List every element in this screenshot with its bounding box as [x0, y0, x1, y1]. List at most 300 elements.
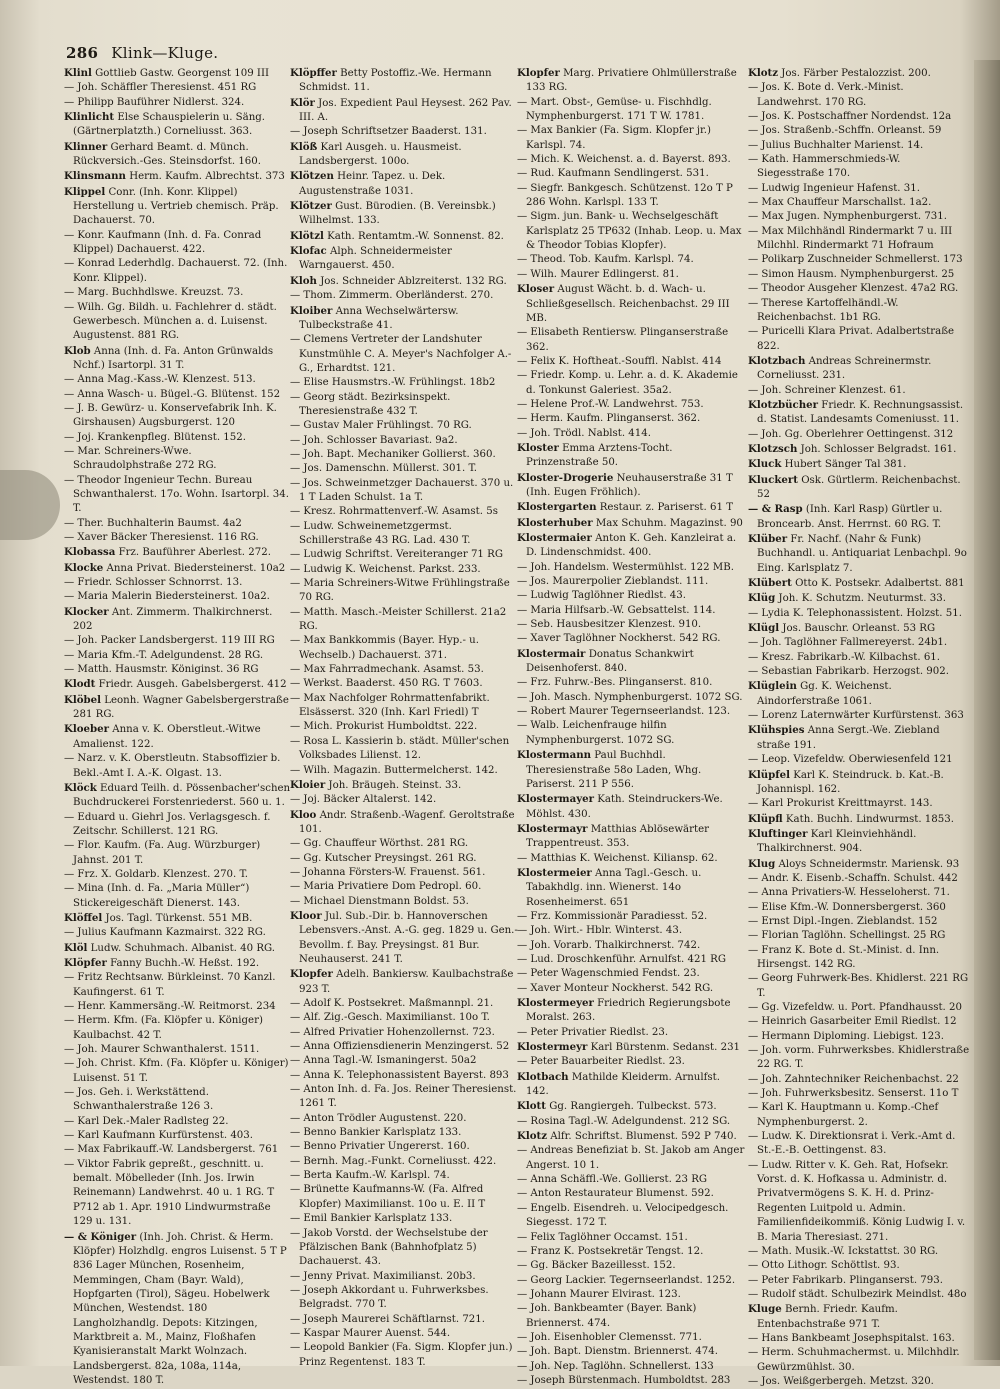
- entry-text: — Max Fabrikauff.-W. Landsbergerst. 761: [64, 1144, 279, 1156]
- directory-entry: [64, 781, 292, 811]
- entry-text: — Anna Offiziensdienerin Menzingerst. 52: [290, 1041, 510, 1053]
- directory-entry: [64, 677, 292, 692]
- entry-text: Matthias Ablösewärter Trappentreust. 353.: [526, 823, 709, 850]
- directory-entry: [64, 1129, 292, 1143]
- entry-text: Ant. Zimmerm. Thalkirchnerst. 202: [73, 606, 273, 633]
- directory-entry: [748, 196, 970, 210]
- entry-surname: Klühspies: [748, 724, 805, 737]
- directory-entry: [517, 500, 745, 515]
- directory-entry: [64, 301, 292, 344]
- entry-text: — Alfred Privatier Hohenzollernst. 723.: [290, 1026, 495, 1038]
- entry-surname: Klinner: [64, 140, 108, 153]
- directory-entry: [748, 857, 970, 872]
- directory-entry: [290, 244, 518, 274]
- entry-text: — Karl Dek.-Maler Radlsteg 22.: [64, 1115, 229, 1127]
- entry-text: Paul Buchhdl. Theresienstraße 58o Laden, Whg. Pariserst. 211 P 556.: [526, 750, 702, 790]
- directory-entry: [64, 66, 292, 81]
- directory-entry: [517, 691, 745, 705]
- binding-clip-shadow: [0, 470, 60, 540]
- entry-text: — Karl Prokurist Kreittmayrst. 143.: [748, 798, 933, 810]
- entry-text: — Math. Musik.-W. Ickstattst. 30 RG.: [748, 1245, 939, 1257]
- entry-text: — Mart. Obst-, Gemüse- u. Fischhdlg. Nymphenburgerst. 171 T W. 1781.: [517, 96, 712, 123]
- directory-column-2: [290, 66, 518, 1368]
- directory-entry: [748, 576, 970, 591]
- entry-text: — Lud. Droschkenführ. Arnulfst. 421 RG: [517, 953, 726, 965]
- entry-text: — Maria Kfm.-T. Adelgundenst. 28 RG.: [64, 649, 264, 661]
- entry-text: — Joh. Wirt.- Hblr. Winterst. 43.: [517, 925, 683, 937]
- entry-surname: Klöffel: [64, 911, 103, 924]
- entry-surname: Klott: [517, 1100, 546, 1113]
- entry-text: Eduard Teilh. d. Pössenbacher'schen Buchdruckerei Forstenriederst. 560 u. 1.: [73, 782, 291, 809]
- directory-entry: [517, 996, 745, 1026]
- directory-entry: [64, 722, 292, 752]
- entry-text: — Gg. Bäcker Bazeillesst. 152.: [517, 1260, 676, 1272]
- entry-text: — Michael Dienstmann Boldst. 53.: [290, 895, 469, 907]
- entry-text: — Max Chauffeur Marschallst. 1a2.: [748, 197, 932, 209]
- directory-entry: [64, 649, 292, 663]
- entry-surname: Kluckert: [748, 473, 798, 486]
- entry-text: — Mich. K. Weichenst. a. d. Bayerst. 893.: [517, 154, 731, 166]
- entry-text: Kath. Steindruckers-We. Möhlst. 430.: [526, 794, 723, 820]
- directory-entry: [290, 606, 518, 635]
- entry-text: — Friedr. Komp. u. Lehr. a. d. K. Akademie d. Tonkunst Galeriest. 35a2.: [517, 370, 738, 396]
- directory-entry: [517, 561, 745, 575]
- directory-entry: [517, 953, 745, 967]
- directory-entry: [748, 182, 970, 196]
- entry-text: — Kresz. Fabrikarb.-W. Kilbachst. 61.: [748, 651, 941, 663]
- entry-text: — Georg Fuhrwerk-Bes. Khidlerst. 221 RG T.: [748, 973, 969, 999]
- directory-entry: [64, 96, 292, 110]
- entry-surname: Kloeber: [64, 723, 109, 736]
- entry-text: — Franz K. Bote d. St.-Minist. d. Inn. Hirsengst. 142 RG.: [748, 944, 940, 970]
- entry-text: — Hermann Diploming. Liebigst. 123.: [748, 1030, 944, 1042]
- directory-entry: [64, 169, 292, 184]
- entry-text: — Gg. Kutscher Preysingst. 261 RG.: [290, 852, 477, 864]
- directory-entry: [517, 1070, 745, 1100]
- entry-text: — Johanna Försters-W. Frauenst. 561.: [290, 866, 486, 878]
- entry-text: Leonh. Wagner Gabelsbergerstraße 281 RG.: [73, 694, 289, 721]
- directory-column-3: [517, 66, 745, 1386]
- entry-text: — Max Nachfolger Rohrmattenfabrikt. Elsässerst. 320 (Inh. Karl Friedl) T: [290, 692, 490, 719]
- entry-text: — Florian Taglöhn. Schellingst. 25 RG: [748, 930, 946, 942]
- entry-surname: — & Rasp: [748, 503, 803, 516]
- entry-surname: Klotbach: [517, 1070, 569, 1083]
- entry-text: — Rudolf städt. Schulbezirk Meindlst. 48o: [748, 1288, 967, 1300]
- entry-surname: Klofac: [290, 245, 327, 258]
- directory-entry: [748, 1159, 970, 1245]
- directory-entry: [748, 709, 970, 723]
- entry-text: — Joh. Masch. Nymphenburgerst. 1072 SG.: [517, 691, 743, 703]
- entry-surname: Klügl: [748, 622, 780, 635]
- directory-entry: [517, 1026, 745, 1040]
- directory-entry: [517, 182, 745, 211]
- entry-text: — Adolf K. Postsekret. Maßmannpl. 21.: [290, 998, 494, 1009]
- entry-text: — Wilh. Gg. Bildh. u. Fachlehrer d. städt. Gewerbesch. München a. d. Luisenst. Augustenst. 881 RG.: [64, 301, 277, 342]
- directory-entry: [64, 576, 292, 590]
- entry-text: — Ludwig K. Weichenst. Parkst. 233.: [290, 563, 481, 575]
- directory-entry: [290, 1341, 518, 1370]
- entry-text: — Gustav Maler Frühlingst. 70 RG.: [290, 420, 472, 432]
- entry-text: — Joh. Zahntechniker Reichenbachst. 22: [748, 1073, 959, 1085]
- entry-text: — Peter Bauarbeiter Riedlst. 23.: [517, 1056, 685, 1068]
- directory-entry: [748, 1001, 970, 1015]
- directory-entry: [290, 852, 518, 866]
- directory-entry: [517, 575, 745, 589]
- entry-text: Kath. Rentamtm.-W. Sonnenst. 82.: [327, 230, 504, 242]
- entry-text: — Jos. K. Postschaffner Nordendst. 12a: [748, 111, 952, 123]
- directory-entry: [290, 1054, 518, 1068]
- directory-entry: [748, 457, 970, 472]
- directory-entry: [748, 886, 970, 900]
- entry-text: — Viktor Fabrik gepreßt., geschnitt. u. bemalt. Möbelleder (Inh. Jos. Irwin Reinemann) Landwehrst. 40 u. 1 RG. T P712 ab 1. Apr. 1910 Lindwurmstraße 129 u. 131.: [64, 1158, 275, 1228]
- entry-surname: Kloiber: [290, 304, 333, 317]
- entry-text: — Anna Tagl.-W. Ismaningerst. 50a2: [290, 1055, 477, 1067]
- entry-surname: Kloh: [290, 274, 317, 287]
- entry-surname: Klinl: [64, 67, 92, 79]
- directory-entry: [290, 66, 518, 96]
- entry-text: — Jos. Damenschn. Müllerst. 301. T.: [290, 463, 478, 475]
- entry-text: — Mar. Schreiners-Wwe. Schraudolphstraße 272 RG.: [64, 445, 217, 472]
- entry-text: Ludw. Schuhmach. Albanist. 40 RG.: [90, 942, 276, 954]
- entry-text: Else Schauspielerin u. Säng. (Gärtnerplatzth.) Corneliusst. 363.: [73, 112, 266, 138]
- entry-surname: Klübert: [748, 577, 792, 590]
- directory-entry: [748, 1073, 970, 1087]
- directory-entry: [517, 1055, 745, 1069]
- entry-text: — Joh. vorm. Fuhrwerksbes. Khidlerstraße 22 RG. T.: [748, 1045, 970, 1071]
- entry-surname: Klinlicht: [64, 111, 115, 124]
- entry-text: — Joh. Christ. Kfm. (Fa. Klöpfer u. Königer) Luisenst. 51 T.: [64, 1058, 289, 1084]
- directory-entry: [290, 1140, 518, 1154]
- entry-text: — Joh. Handelsm. Westermühlst. 122 MB.: [517, 561, 734, 573]
- entry-text: Karl Ausgeh. u. Hausmeist. Landsbergerst. 100o.: [299, 141, 462, 168]
- directory-entry: [64, 257, 292, 286]
- directory-entry: [290, 1112, 518, 1126]
- directory-entry: [290, 909, 518, 967]
- directory-entry: [517, 719, 745, 748]
- entry-text: — Otto Lithogr. Schöttlst. 93.: [748, 1260, 900, 1272]
- entry-text: Friedrich Regierungsbote Moralst. 263.: [526, 998, 731, 1024]
- directory-entry: [290, 199, 518, 229]
- entry-text: — Elise Hausmstrs.-W. Frühlingst. 18b2: [290, 377, 496, 389]
- directory-entry: [517, 939, 745, 953]
- directory-entry: [64, 590, 292, 604]
- directory-entry: [748, 398, 970, 428]
- directory-entry: [64, 545, 292, 560]
- entry-surname: Klippel: [64, 185, 106, 198]
- entry-text: Anna Tagl.-Gesch. u. Tabakhdlg. inn. Wienerst. 14o Rosenheimerst. 651: [526, 867, 702, 908]
- directory-entry: [517, 1115, 745, 1129]
- entry-text: Frz. Bauführer Aberlest. 272.: [118, 547, 271, 559]
- entry-surname: Klotz: [748, 67, 779, 79]
- entry-text: — Seb. Hausbesitzer Klenzest. 910.: [517, 619, 702, 631]
- directory-column-1: [64, 66, 292, 1386]
- entry-text: — Friedr. Schlosser Schnorrst. 13.: [64, 577, 243, 589]
- entry-surname: Kloo: [290, 808, 317, 821]
- directory-entry: [290, 1183, 518, 1212]
- entry-text: — Georg Lackier. Tegernseerlandst. 1252.: [517, 1274, 736, 1286]
- directory-entry: [290, 563, 518, 577]
- directory-entry: [517, 822, 745, 852]
- directory-entry: [64, 1000, 292, 1014]
- directory-entry: [64, 561, 292, 576]
- entry-surname: Klug: [748, 857, 776, 870]
- entry-text: — Max Jugen. Nymphenburgerst. 731.: [748, 211, 948, 223]
- entry-text: — Matthias K. Weichenst. Kiliansp. 62.: [517, 852, 718, 864]
- directory-entry: [290, 967, 518, 997]
- entry-text: — Helene Prof.-W. Landwehrst. 753.: [517, 398, 704, 410]
- directory-entry: [748, 768, 970, 798]
- entry-surname: Kloor: [290, 909, 322, 922]
- directory-entry: [748, 153, 970, 182]
- entry-text: — Joh. Trödl. Nablst. 414.: [517, 427, 651, 439]
- entry-text: — Johann Maurer Elvirast. 123.: [517, 1288, 681, 1300]
- directory-entry: [64, 1143, 292, 1157]
- directory-entry: [748, 1259, 970, 1273]
- directory-entry: [290, 169, 518, 199]
- entry-text: Anna Sergt.-We. Ziebland straße 191.: [757, 725, 940, 751]
- directory-entry: [517, 355, 745, 369]
- directory-entry: [64, 956, 292, 971]
- directory-entry: [517, 326, 745, 355]
- entry-text: — Joseph Schriftsetzer Baaderst. 131.: [290, 126, 487, 138]
- directory-entry: [290, 1227, 518, 1270]
- entry-text: Jos. Expedient Paul Heysest. 262 Pav. III. A.: [299, 97, 512, 124]
- entry-text: Anna (Inh. d. Fa. Anton Grünwalds Nchf.) Isartorpl. 31 T.: [73, 345, 274, 371]
- entry-text: — Puricelli Klara Privat. Adalbertstraße 822.: [748, 326, 955, 352]
- directory-entry: [748, 827, 970, 857]
- directory-entry: [517, 1274, 745, 1288]
- directory-entry: [64, 388, 292, 402]
- entry-text: — Joj. Bäcker Altalerst. 142.: [290, 794, 437, 806]
- entry-text: — Sigm. jun. Bank- u. Wechselgeschäft Karlsplatz 25 TP632 (Inhab. Leop. u. Max & Theodor Tobias Klopfer).: [517, 211, 742, 252]
- entry-text: Fanny Buchh.-W. Heßst. 192.: [110, 957, 260, 969]
- entry-text: — Joh. Bapt. Dienstm. Briennerst. 474.: [517, 1346, 718, 1358]
- entry-text: Emma Arztens-Tocht. Prinzenstraße 50.: [526, 442, 673, 469]
- entry-text: — Rosina Tagl.-W. Adelgundenst. 212 SG.: [517, 1115, 731, 1127]
- directory-entry: [290, 880, 518, 894]
- entry-text: — Kaspar Maurer Auenst. 544.: [290, 1327, 451, 1339]
- directory-entry: [290, 778, 518, 793]
- entry-text: — Joh. Eisenhobler Clemensst. 771.: [517, 1331, 702, 1343]
- entry-text: — Maria Schreiners-Witwe Frühlingstraße 70 RG.: [290, 578, 510, 604]
- directory-entry: [748, 1274, 970, 1288]
- entry-text: — Felix Taglöhner Occamst. 151.: [517, 1231, 688, 1243]
- directory-entry: [290, 577, 518, 606]
- directory-entry: [517, 167, 745, 181]
- entry-text: — Matth. Masch.-Meister Schillerst. 21a2 RG.: [290, 606, 507, 633]
- directory-entry: [517, 792, 745, 822]
- directory-entry: [517, 531, 745, 561]
- entry-surname: Klötzer: [290, 200, 332, 213]
- entry-text: Kath. Buchh. Lindwurmst. 1853.: [785, 813, 954, 825]
- entry-text: — Wilh. Magazin. Buttermelcherst. 142.: [290, 764, 498, 776]
- directory-entry: [517, 967, 745, 981]
- entry-text: — Wilh. Maurer Edlingerst. 81.: [517, 268, 679, 280]
- directory-entry: [517, 1331, 745, 1345]
- entry-text: Heinr. Tapez. u. Dek. Augustenstraße 1031.: [299, 171, 446, 197]
- directory-entry: [517, 1187, 745, 1201]
- entry-surname: Klotz: [517, 1130, 548, 1143]
- entry-text: Andr. Straßenb.-Wagenf. Geroltstraße 101.: [299, 809, 515, 835]
- directory-entry: [517, 471, 745, 501]
- entry-text: — Jos. Geh. i. Werkstättend. Schwanthalerstraße 126 3.: [64, 1087, 214, 1113]
- directory-entry: [748, 901, 970, 915]
- entry-text: — Peter Wagenschmied Fendst. 23.: [517, 968, 700, 980]
- entry-surname: Klosterhuber: [517, 516, 593, 529]
- directory-entry: [517, 705, 745, 719]
- entry-text: — Georg städt. Bezirksinspekt. Theresienstraße 432 T.: [290, 391, 451, 417]
- directory-entry: [64, 882, 292, 911]
- entry-text: — Joh. Schäffler Theresienst. 451 RG: [64, 82, 257, 94]
- entry-text: — Jos. K. Bote d. Verk.-Minist. Landwehrst. 170 RG.: [748, 82, 904, 108]
- directory-entry: [517, 1231, 745, 1245]
- entry-text: — Jos. Maurerpolier Zieblandst. 111.: [517, 576, 709, 588]
- entry-text: — Ludw. Schweinemetzgermst. Schillerstraße 43 RG. Lad. 430 T.: [290, 520, 471, 546]
- directory-entry: [290, 96, 518, 126]
- directory-entry: [517, 852, 745, 866]
- entry-surname: Klostermeyer: [517, 997, 594, 1009]
- page-number: 286: [66, 44, 99, 62]
- directory-entry: [517, 1360, 745, 1374]
- entry-text: Anna Wechselwärtersw. Tulbeckstraße 41.: [299, 305, 459, 331]
- entry-text: — Ther. Buchhalterin Baumst. 4a2: [64, 517, 242, 529]
- entry-text: — Bernh. Mag.-Funkt. Corneliusst. 422.: [290, 1155, 497, 1167]
- entry-text: — Rosa L. Kassierin b. städt. Müller'schen Volksbades Lilienst. 12.: [290, 735, 510, 762]
- entry-text: — Anna Mag.-Kass.-W. Klenzest. 513.: [64, 374, 256, 386]
- entry-text: — Therese Kartoffelhändl.-W. Reichenbachst. 1b1 RG.: [748, 297, 899, 323]
- directory-entry: [64, 634, 292, 648]
- entry-text: — Henr. Kammersäng.-W. Reitmorst. 234: [64, 1001, 276, 1012]
- entry-text: — Jakob Vorstd. der Wechselstube der Pfälzischen Bank (Bahnhofplatz 5) Dachauerst. 43.: [290, 1227, 488, 1268]
- entry-text: — Siegfr. Bankgesch. Schützenst. 12o T P 286 Wohn. Karlspl. 133 T.: [517, 182, 733, 209]
- entry-surname: Klötzen: [290, 170, 334, 183]
- entry-text: — Flor. Kaufm. (Fa. Aug. Würzburger) Jahnst. 201 T.: [64, 840, 261, 866]
- entry-text: Otto K. Postsekr. Adalbertst. 881: [795, 578, 965, 590]
- entry-text: Alfr. Schriftst. Blumenst. 592 P 740.: [550, 1131, 737, 1143]
- directory-entry: [64, 373, 292, 387]
- entry-text: (Inh. Joh. Christ. & Herm. Klöpfer) Holzhdlg. engros Luisenst. 5 T P 836 Lager München, Rosenheim, Memmingen, Cham (Bayr. Wald), Hopfgarten (Tirol), Sägeu. Hobelwerk München, Westendst. 180 Langholzhandlg. Depots: Kitzingen, Marktbreit a. M., Mainz, Floßhafen Kyanisieranstalt Markt Wolnzach. Landsbergerst. 82a, 108a, 114a, Westendst. 180 T.: [73, 1231, 287, 1386]
- entry-text: Friedr. K. Rechnungsassist. d. Statist. Landesamts Comeniusst. 11.: [757, 399, 964, 426]
- entry-text: — Heinrich Gasarbeiter Emil Riedlst. 12: [748, 1016, 957, 1028]
- directory-entry: [290, 677, 518, 691]
- entry-text: Betty Postoffiz.-We. Hermann Schmidst. 11.: [299, 68, 492, 94]
- entry-text: — Theodor Ausgeher Klenzest. 47a2 RG.: [748, 283, 959, 295]
- entry-text: — Ludwig Schriftst. Vereiteranger 71 RG: [290, 549, 503, 561]
- directory-entry: [517, 589, 745, 603]
- directory-entry: [64, 663, 292, 677]
- directory-entry: [748, 1375, 970, 1389]
- entry-text: — Xaver Bäcker Theresienst. 116 RG.: [64, 532, 259, 543]
- directory-entry: [64, 445, 292, 474]
- entry-surname: Klüg: [748, 592, 776, 605]
- directory-entry: [290, 505, 518, 519]
- entry-text: — Joh. Schreiner Klenzest. 61.: [748, 384, 906, 396]
- entry-text: — Maria Malerin Biedersteinerst. 10a2.: [64, 591, 270, 603]
- directory-entry: [64, 185, 292, 229]
- entry-surname: Klopfer: [290, 968, 333, 981]
- entry-text: — Julius Kaufmann Kazmairst. 322 RG.: [64, 927, 266, 939]
- directory-entry: [64, 474, 292, 517]
- entry-surname: Klostermaier: [517, 532, 592, 544]
- directory-column-4: [748, 66, 970, 1387]
- page-edge: [974, 60, 1000, 1360]
- directory-entry: [517, 124, 745, 153]
- entry-text: Joh. K. Schutzm. Neuturmst. 33.: [778, 593, 946, 605]
- entry-text: — Emil Bankier Karlsplatz 133.: [290, 1213, 453, 1225]
- entry-text: — Anna Wasch- u. Bügel.-G. Blütenst. 152: [64, 388, 281, 400]
- directory-entry: [517, 1129, 745, 1144]
- entry-text: — Joh. Bapt. Mechaniker Gollierst. 360.: [290, 448, 496, 460]
- directory-entry: [64, 811, 292, 840]
- entry-text: — Anna Schäffl.-We. Gollierst. 23 RG: [517, 1174, 708, 1186]
- directory-entry: [748, 268, 970, 282]
- entry-text: — Thom. Zimmerm. Oberländerst. 270.: [290, 290, 494, 302]
- directory-entry: [517, 253, 745, 267]
- directory-entry: [290, 391, 518, 420]
- directory-entry: [748, 124, 970, 138]
- entry-surname: Klötzl: [290, 229, 324, 242]
- directory-entry: [64, 941, 292, 956]
- directory-entry: [290, 1155, 518, 1169]
- directory-entry: [748, 1087, 970, 1101]
- entry-text: — Lydia K. Telephonassistent. Holzst. 51.: [748, 607, 962, 619]
- entry-text: Anton K. Geh. Kanzleirat a. D. Lindenschmidst. 400.: [526, 533, 737, 559]
- directory-entry: [290, 663, 518, 677]
- entry-text: — Benno Privatier Ungererst. 160.: [290, 1141, 470, 1153]
- directory-entry: [64, 693, 292, 723]
- entry-surname: Kloster: [517, 441, 559, 454]
- directory-entry: [517, 1345, 745, 1359]
- directory-entry: [517, 96, 745, 125]
- entry-surname: Klöpffer: [290, 67, 337, 79]
- directory-entry: [748, 651, 970, 665]
- directory-entry: [290, 634, 518, 663]
- entry-surname: Klöck: [64, 781, 97, 794]
- directory-entry: [64, 81, 292, 95]
- directory-entry: [748, 253, 970, 267]
- directory-entry: [517, 1099, 745, 1114]
- entry-text: Osk. Gürtlerm. Reichenbachst. 52: [757, 474, 961, 500]
- directory-entry: [748, 110, 970, 124]
- directory-entry: [64, 431, 292, 445]
- entry-text: — Max Fahrradmechank. Asamst. 53.: [290, 664, 484, 676]
- entry-text: — Jos. Weißgerbergeh. Metzst. 320.: [748, 1375, 934, 1387]
- entry-text: — Jos. Straßenb.-Schffn. Orleanst. 59: [748, 125, 942, 137]
- entry-text: — Joh. Nep. Taglöhn. Schnellerst. 133: [517, 1360, 714, 1372]
- directory-entry: [290, 764, 518, 778]
- directory-entry: [64, 531, 292, 545]
- entry-text: — Franz K. Postsekretär Tengst. 12.: [517, 1245, 704, 1257]
- entry-text: — Robert Maurer Tegernseerlandst. 123.: [517, 706, 731, 718]
- entry-text: Mathilde Kleiderm. Arnulfst. 142.: [526, 1071, 720, 1098]
- directory-entry: [517, 1202, 745, 1231]
- entry-text: — Mich. Prokurist Humboldtst. 222.: [290, 721, 478, 733]
- entry-text: Adelh. Bankiersw. Kaulbachstraße 923 T.: [299, 969, 514, 995]
- entry-text: — Eduard u. Giehrl Jos. Verlagsgesch. f. Zeitschr. Schillerst. 121 RG.: [64, 811, 271, 837]
- entry-text: Jos. Bauschr. Orleanst. 53 RG: [782, 623, 936, 635]
- entry-text: Anna v. K. Oberstleut.-Witwe Amalienst. 122.: [73, 724, 261, 750]
- entry-surname: Kluck: [748, 458, 782, 471]
- directory-entry: [290, 304, 518, 334]
- directory-entry: [748, 1015, 970, 1029]
- directory-entry: [748, 297, 970, 326]
- directory-entry: [290, 140, 518, 170]
- directory-entry: [290, 1212, 518, 1226]
- entry-text: — Maria Hilfsarb.-W. Gebsattelst. 114.: [517, 604, 716, 616]
- entry-text: — Jenny Privat. Maximilianst. 20b3.: [290, 1270, 476, 1282]
- entry-text: Restaur. z. Pariserst. 61 T: [599, 502, 733, 514]
- entry-text: — Xaver Monteur Nockherst. 542 RG.: [517, 982, 714, 994]
